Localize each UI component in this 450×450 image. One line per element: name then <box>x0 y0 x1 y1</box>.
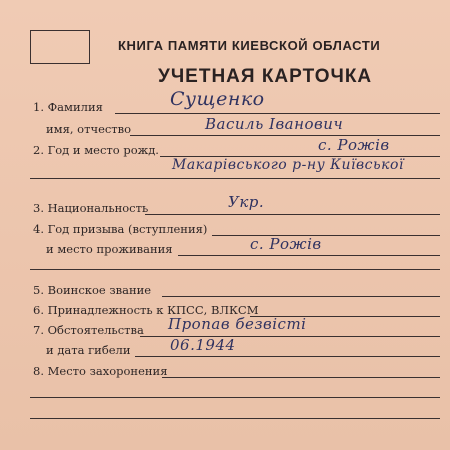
burial-line-3 <box>30 418 440 419</box>
birth-place-value-2: Макарівського р-ну Київської <box>172 157 404 173</box>
name-label: имя, отчество <box>46 122 132 136</box>
residence-value: с. Рожів <box>250 235 322 253</box>
birth-line-2 <box>30 178 440 179</box>
name-line <box>130 135 440 136</box>
number-box <box>30 30 90 64</box>
burial-line-2 <box>30 397 440 398</box>
death-date-line <box>135 356 440 357</box>
death-date-value: 06.1944 <box>170 336 236 354</box>
residence-line-2 <box>30 269 440 270</box>
rank-label: 5. Воинское звание <box>33 283 152 297</box>
death-date-label: и дата гибели <box>46 343 131 357</box>
name-value: Василь Іванович <box>205 115 344 133</box>
birth-label: 2. Год и место рожд. <box>33 143 159 157</box>
party-label: 6. Принадлежность к КПСС, ВЛКСМ <box>33 303 259 317</box>
burial-label: 8. Место захоронения <box>33 364 168 378</box>
circumstances-label: 7. Обстоятельства <box>33 323 144 337</box>
circumstances-value: Пропав безвісті <box>168 315 307 333</box>
draft-label: 4. Год призыва (вступления) <box>33 222 208 236</box>
surname-line <box>115 113 440 114</box>
birth-place-value-1: с. Рожів <box>318 136 390 154</box>
draft-line <box>212 235 440 236</box>
surname-label: 1. Фамилия <box>33 100 103 114</box>
card-title: УЧЕТНАЯ КАРТОЧКА <box>158 66 373 87</box>
residence-label: и место проживания <box>46 242 173 256</box>
nationality-value: Укр. <box>228 193 265 211</box>
nationality-label: 3. Национальность <box>33 201 149 215</box>
book-title: КНИГА ПАМЯТИ КИЕВСКОЙ ОБЛАСТИ <box>118 38 381 53</box>
surname-value: Сущенко <box>170 88 265 110</box>
nationality-line <box>145 214 440 215</box>
rank-line <box>162 296 440 297</box>
burial-line-1 <box>162 377 440 378</box>
residence-line <box>178 255 440 256</box>
